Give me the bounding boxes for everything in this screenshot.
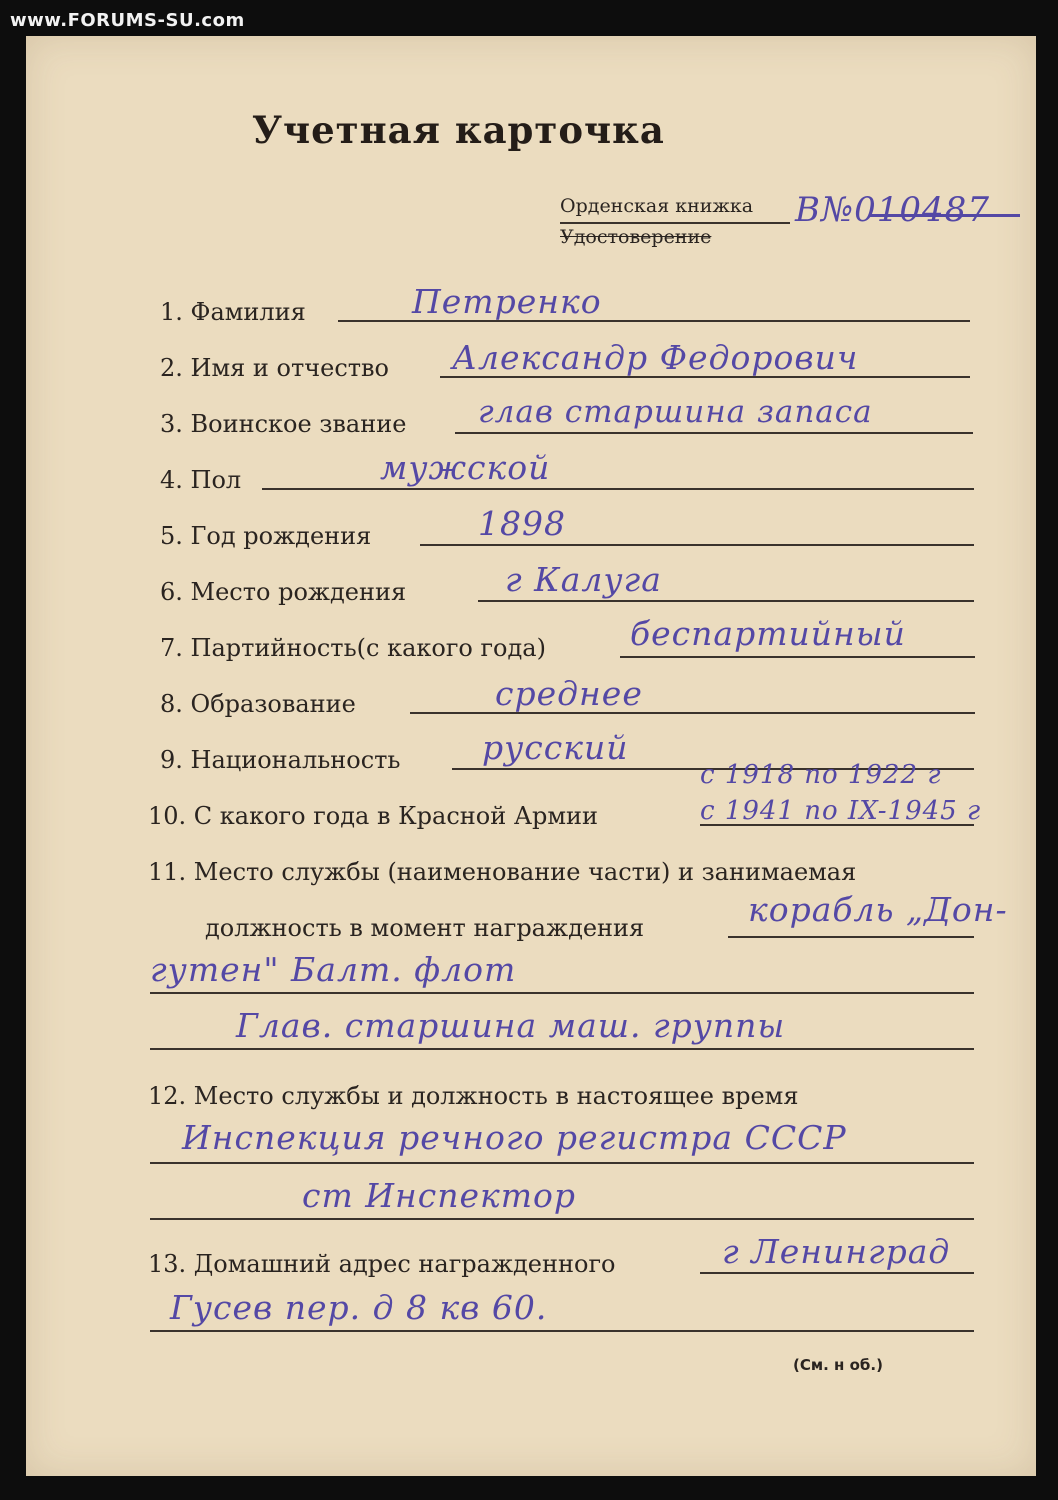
field-birth-year-label: 5. Год рождения [160,522,372,550]
field-sex-line [262,488,974,490]
field-home-address-label: 13. Домашний адрес награжденного [148,1250,616,1278]
field-current-service-line-1 [150,1162,974,1164]
field-rank-line [455,432,973,434]
field-army-since-value-1: с 1918 по 1922 г [700,760,942,790]
field-education-value: среднее [495,674,643,713]
field-nationality-label: 9. Национальность [160,746,401,774]
field-rank-label: 3. Воинское звание [160,410,407,438]
certificate-label: Удостоверение [560,226,712,248]
field-current-service-label: 12. Место службы и должность в настоящее время [148,1082,799,1110]
field-party-value: беспартийный [630,614,906,653]
field-service-place-label-2: должность в момент награждения [205,914,645,942]
field-service-place-label-1: 11. Место службы (наименование части) и занимаемая [148,858,857,886]
field-nationality-value: русский [482,728,629,767]
field-home-address-value-2: Гусев пер. д 8 кв 60. [170,1288,548,1327]
field-army-since-label: 10. С какого года в Красной Армии [148,802,599,830]
field-service-place-line-3 [150,1048,974,1050]
field-service-place-line-1 [728,936,974,938]
field-name-value: Александр Федорович [452,338,859,377]
field-home-address-line-2 [150,1330,974,1332]
field-sex-label: 4. Пол [160,466,242,494]
field-current-service-line-2 [150,1218,974,1220]
field-service-place-value-3: Глав. старшина маш. группы [236,1006,786,1045]
field-birthplace-label: 6. Место рождения [160,578,407,606]
field-current-service-value-1: Инспекция речного регистра СССР [182,1118,847,1157]
field-service-place-line-2 [150,992,974,994]
field-party-line [620,656,975,658]
field-birthplace-line [478,600,974,602]
field-birth-year-line [420,544,974,546]
field-birthplace-value: г Калуга [505,560,662,599]
field-service-place-value-1: корабль „Дон- [748,890,1008,929]
field-surname-value: Петренко [412,282,602,321]
field-surname-label: 1. Фамилия [160,298,306,326]
field-education-label: 8. Образование [160,690,356,718]
order-book-number: В№010487 [795,190,990,230]
field-army-since-value-2: с 1941 по IX-1945 г [700,796,982,826]
order-book-label: Орденская книжка [560,195,754,217]
field-birth-year-value: 1898 [478,504,566,543]
order-book-underline [560,222,790,224]
field-sex-value: мужской [380,448,551,487]
field-name-label: 2. Имя и отчество [160,354,389,382]
footer-note: (См. н об.) [793,1356,883,1374]
field-rank-value: глав старшина запаса [478,394,873,430]
watermark-text: www.FORUMS-SU.com [10,10,245,31]
field-home-address-value-1: г Ленинград [722,1232,951,1271]
field-party-label: 7. Партийность(с какого года) [160,634,546,662]
field-service-place-value-2: гутен" Балт. флот [150,950,517,989]
number-underline-stroke [870,214,1020,217]
card-title: Учетная карточка [252,108,665,152]
field-current-service-value-2: ст Инспектор [302,1176,577,1215]
field-home-address-line-1 [700,1272,974,1274]
